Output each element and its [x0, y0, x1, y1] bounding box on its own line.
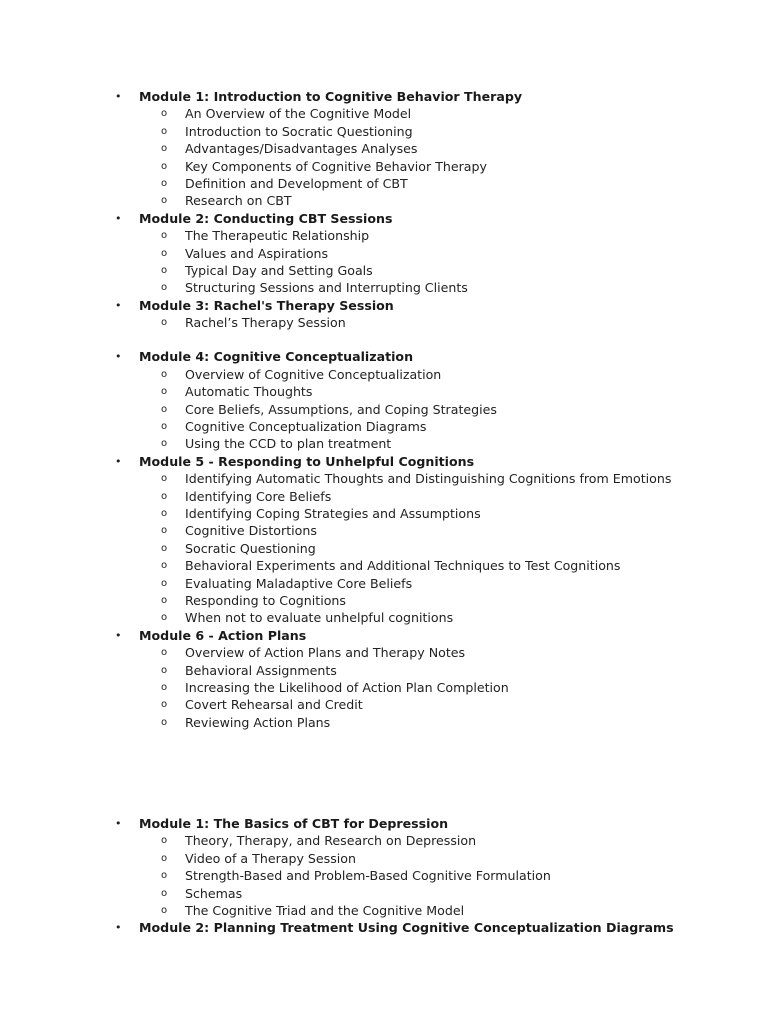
topic-text: Using the CCD to plan treatment	[185, 436, 392, 452]
circle-bullet-icon: o	[161, 125, 168, 137]
circle-bullet-icon: o	[161, 473, 168, 485]
course-outline-a	[0, 88, 768, 731]
topic-text: Covert Rehearsal and Credit	[185, 697, 363, 713]
module-heading	[0, 297, 768, 314]
topic-text: Theory, Therapy, and Research on Depression	[185, 833, 477, 849]
topic-list	[0, 644, 768, 731]
topic-text: Increasing the Likelihood of Action Plan Completion	[185, 679, 509, 695]
topic-text: The Cognitive Triad and the Cognitive Model	[185, 902, 465, 918]
topic-item	[0, 557, 768, 574]
topic-item	[0, 279, 768, 296]
bullet-icon: •	[115, 211, 122, 225]
circle-bullet-icon: o	[161, 160, 168, 172]
topic-text: Reviewing Action Plans	[185, 714, 331, 730]
circle-bullet-icon: o	[161, 542, 168, 554]
circle-bullet-icon: o	[161, 612, 168, 624]
topic-text: Typical Day and Setting Goals	[185, 262, 373, 278]
bullet-icon: •	[115, 350, 122, 364]
module-title: Module 4: Cognitive Conceptualization	[139, 349, 414, 365]
topic-text: Identifying Coping Strategies and Assumptions	[185, 505, 481, 521]
topic-list	[0, 366, 768, 453]
topic-item	[0, 522, 768, 539]
topic-item	[0, 105, 768, 122]
module-item	[0, 627, 768, 731]
module-item	[0, 348, 768, 452]
topic-text: Overview of Action Plans and Therapy Notes	[185, 645, 466, 661]
circle-bullet-icon: o	[161, 317, 168, 329]
topic-item	[0, 902, 768, 919]
circle-bullet-icon: o	[161, 490, 168, 502]
topic-text: Behavioral Assignments	[185, 662, 337, 678]
topic-item	[0, 175, 768, 192]
topic-text: Behavioral Experiments and Additional Techniques to Test Cognitions	[185, 558, 621, 574]
topic-item	[0, 867, 768, 884]
topic-text: Advantages/Disadvantages Analyses	[185, 141, 418, 157]
circle-bullet-icon: o	[161, 264, 168, 276]
circle-bullet-icon: o	[161, 647, 168, 659]
topic-item	[0, 418, 768, 435]
module-item	[0, 815, 768, 919]
module-item	[0, 88, 768, 210]
bullet-icon: •	[115, 817, 122, 830]
course-outline-b	[0, 815, 768, 937]
circle-bullet-icon: o	[161, 699, 168, 711]
topic-text: Video of a Therapy Session	[185, 850, 356, 866]
topic-list	[0, 227, 768, 297]
topic-text: Strength-Based and Problem-Based Cognitive Formulation	[185, 868, 551, 884]
topic-text: Research on CBT	[185, 193, 292, 209]
circle-bullet-icon: o	[161, 681, 168, 693]
topic-text: Structuring Sessions and Interrupting Clients	[185, 280, 468, 296]
topic-text: Automatic Thoughts	[185, 384, 313, 400]
circle-bullet-icon: o	[161, 143, 168, 155]
circle-bullet-icon: o	[161, 560, 168, 572]
circle-bullet-icon: o	[161, 247, 168, 259]
topic-text: Introduction to Socratic Questioning	[185, 123, 413, 139]
module-title: Module 6 - Action Plans	[139, 627, 307, 643]
circle-bullet-icon: o	[161, 870, 168, 882]
module-item	[0, 919, 768, 936]
circle-bullet-icon: o	[161, 716, 168, 728]
circle-bullet-icon: o	[161, 108, 168, 120]
topic-text: When not to evaluate unhelpful cognitions	[185, 610, 454, 626]
topic-item	[0, 540, 768, 557]
module-title: Module 2: Conducting CBT Sessions	[139, 210, 393, 226]
module-heading	[0, 453, 768, 470]
circle-bullet-icon: o	[161, 577, 168, 589]
topic-item	[0, 609, 768, 626]
topic-item	[0, 227, 768, 244]
bullet-icon: •	[115, 454, 122, 468]
circle-bullet-icon: o	[161, 386, 168, 398]
topic-item	[0, 679, 768, 696]
topic-item	[0, 435, 768, 452]
topic-text: Rachel’s Therapy Session	[185, 315, 346, 331]
module-title: Module 5 - Responding to Unhelpful Cognitions	[139, 453, 475, 469]
topic-item	[0, 262, 768, 279]
circle-bullet-icon: o	[161, 282, 168, 294]
circle-bullet-icon: o	[161, 421, 168, 433]
module-title: Module 2: Planning Treatment Using Cognitive Conceptualization Diagrams	[139, 920, 674, 936]
topic-text: Responding to Cognitions	[185, 592, 346, 608]
topic-item	[0, 401, 768, 418]
topic-list	[0, 470, 768, 627]
circle-bullet-icon: o	[161, 507, 168, 519]
topic-text: Identifying Automatic Thoughts and Distinguishing Cognitions from Emotions	[185, 471, 672, 487]
module-heading	[0, 88, 768, 105]
topic-text: The Therapeutic Relationship	[185, 228, 370, 244]
module-heading	[0, 627, 768, 644]
topic-item	[0, 314, 768, 331]
circle-bullet-icon: o	[161, 664, 168, 676]
module-item	[0, 210, 768, 297]
topic-text: Core Beliefs, Assumptions, and Coping Strategies	[185, 401, 497, 417]
module-heading	[0, 348, 768, 365]
topic-item	[0, 885, 768, 902]
circle-bullet-icon: o	[161, 230, 168, 242]
circle-bullet-icon: o	[161, 368, 168, 380]
topic-text: Identifying Core Beliefs	[185, 488, 332, 504]
module-heading	[0, 919, 768, 936]
topic-item	[0, 192, 768, 209]
topic-item	[0, 714, 768, 731]
bullet-icon: •	[115, 90, 122, 103]
topic-text: Schemas	[185, 885, 243, 901]
circle-bullet-icon: o	[161, 835, 168, 847]
topic-item	[0, 383, 768, 400]
topic-list	[0, 314, 768, 331]
topic-item	[0, 592, 768, 609]
bullet-icon: •	[115, 628, 122, 642]
circle-bullet-icon: o	[161, 594, 168, 606]
circle-bullet-icon: o	[161, 438, 168, 450]
module-title: Module 3: Rachel's Therapy Session	[139, 297, 394, 313]
topic-item	[0, 505, 768, 522]
circle-bullet-icon: o	[161, 195, 168, 207]
module-heading	[0, 815, 768, 832]
topic-item	[0, 158, 768, 175]
topic-item	[0, 850, 768, 867]
topic-text: Cognitive Distortions	[185, 523, 317, 539]
module-item	[0, 297, 768, 332]
topic-item	[0, 488, 768, 505]
topic-item	[0, 696, 768, 713]
circle-bullet-icon: o	[161, 904, 168, 916]
topic-text: Definition and Development of CBT	[185, 175, 408, 191]
topic-item	[0, 575, 768, 592]
topic-item	[0, 644, 768, 661]
topic-list	[0, 832, 768, 919]
circle-bullet-icon: o	[161, 403, 168, 415]
topic-item	[0, 366, 768, 383]
bullet-icon: •	[115, 298, 122, 312]
module-title: Module 1: The Basics of CBT for Depression	[139, 816, 449, 831]
topic-item	[0, 832, 768, 849]
topic-text: Key Components of Cognitive Behavior Therapy	[185, 158, 487, 174]
topic-item	[0, 662, 768, 679]
topic-item	[0, 140, 768, 157]
topic-text: An Overview of the Cognitive Model	[185, 106, 412, 122]
topic-text: Socratic Questioning	[185, 540, 316, 556]
bullet-icon: •	[115, 921, 122, 935]
topic-text: Evaluating Maladaptive Core Beliefs	[185, 575, 413, 591]
topic-list	[0, 105, 768, 209]
module-item	[0, 453, 768, 627]
topic-item	[0, 123, 768, 140]
circle-bullet-icon: o	[161, 887, 168, 899]
topic-text: Cognitive Conceptualization Diagrams	[185, 419, 427, 435]
module-title: Module 1: Introduction to Cognitive Behavior Therapy	[139, 89, 523, 104]
circle-bullet-icon: o	[161, 852, 168, 864]
topic-text: Overview of Cognitive Conceptualization	[185, 366, 442, 382]
module-heading	[0, 210, 768, 227]
topic-item	[0, 245, 768, 262]
topic-text: Values and Aspirations	[185, 245, 329, 261]
circle-bullet-icon: o	[161, 177, 168, 189]
topic-item	[0, 470, 768, 487]
circle-bullet-icon: o	[161, 525, 168, 537]
